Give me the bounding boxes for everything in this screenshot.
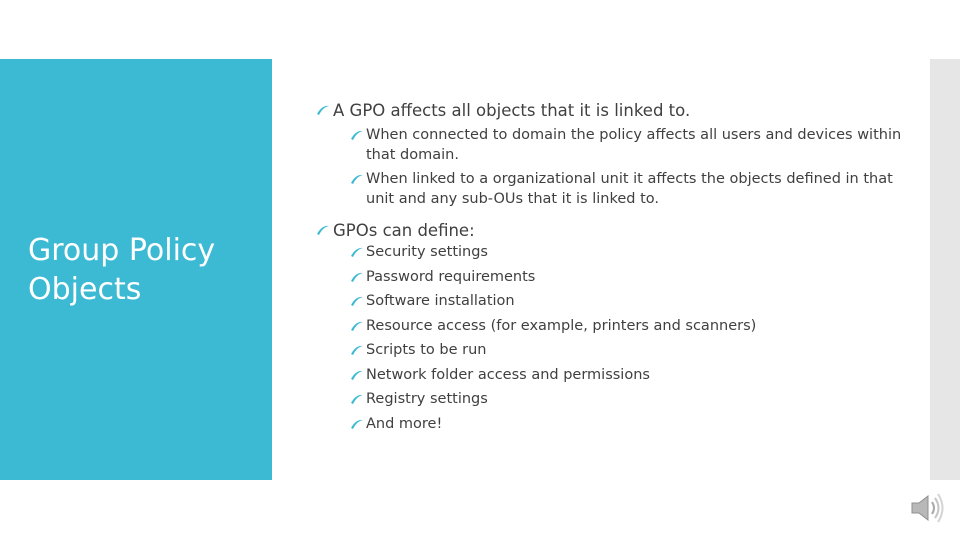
bullet-swoosh-icon: [350, 418, 364, 430]
speaker-icon[interactable]: [906, 490, 946, 526]
bullet-text: Scripts to be run: [366, 342, 487, 358]
sub-bullet-item: [316, 341, 906, 361]
slide-content: [316, 100, 906, 434]
bullet-swoosh-icon: [350, 393, 364, 405]
bullet-item: [316, 220, 906, 241]
bullet-item: [316, 100, 906, 121]
bullet-text: Resource access (for example, printers and scanners): [366, 317, 757, 334]
bullet-text: Software installation: [366, 293, 515, 309]
bullet-text: When connected to domain the policy affects all users and devices within that domain.: [366, 127, 902, 163]
bullet-swoosh-icon: [316, 224, 330, 236]
sub-bullet-item: [316, 317, 906, 337]
bullet-swoosh-icon: [350, 246, 364, 258]
bullet-text: Network folder access and permissions: [366, 366, 650, 383]
bullet-text: GPOs can define:: [333, 221, 475, 240]
bullet-swoosh-icon: [350, 129, 364, 141]
slide-title: Group Policy Objects: [28, 233, 216, 307]
bullet-text: Password requirements: [366, 268, 536, 285]
bullet-text: Security settings: [366, 244, 488, 260]
bullet-text: And more!: [366, 415, 443, 432]
bullet-text: Registry settings: [366, 391, 488, 407]
bullet-text: When linked to a organizational unit it affects the objects defined in that unit and any sub-OUs that it is linked to.: [366, 171, 893, 207]
bullet-text: A GPO affects all objects that it is linked to.: [333, 101, 691, 120]
sub-bullet-item: [316, 366, 906, 386]
bullet-swoosh-icon: [350, 320, 364, 332]
bullet-swoosh-icon: [350, 173, 364, 185]
bullet-swoosh-icon: [350, 295, 364, 307]
sub-bullet-item: [316, 390, 906, 410]
bullet-swoosh-icon: [316, 104, 330, 116]
bullet-swoosh-icon: [350, 271, 364, 283]
sub-bullet-item: [316, 415, 906, 435]
sub-bullet-item: [316, 170, 906, 209]
bullet-swoosh-icon: [350, 369, 364, 381]
bullet-swoosh-icon: [350, 344, 364, 356]
side-strip: [930, 59, 960, 480]
sub-bullet-item: [316, 268, 906, 288]
sub-bullet-item: [316, 126, 906, 165]
sub-bullet-item: [316, 292, 906, 312]
sub-bullet-item: [316, 243, 906, 263]
